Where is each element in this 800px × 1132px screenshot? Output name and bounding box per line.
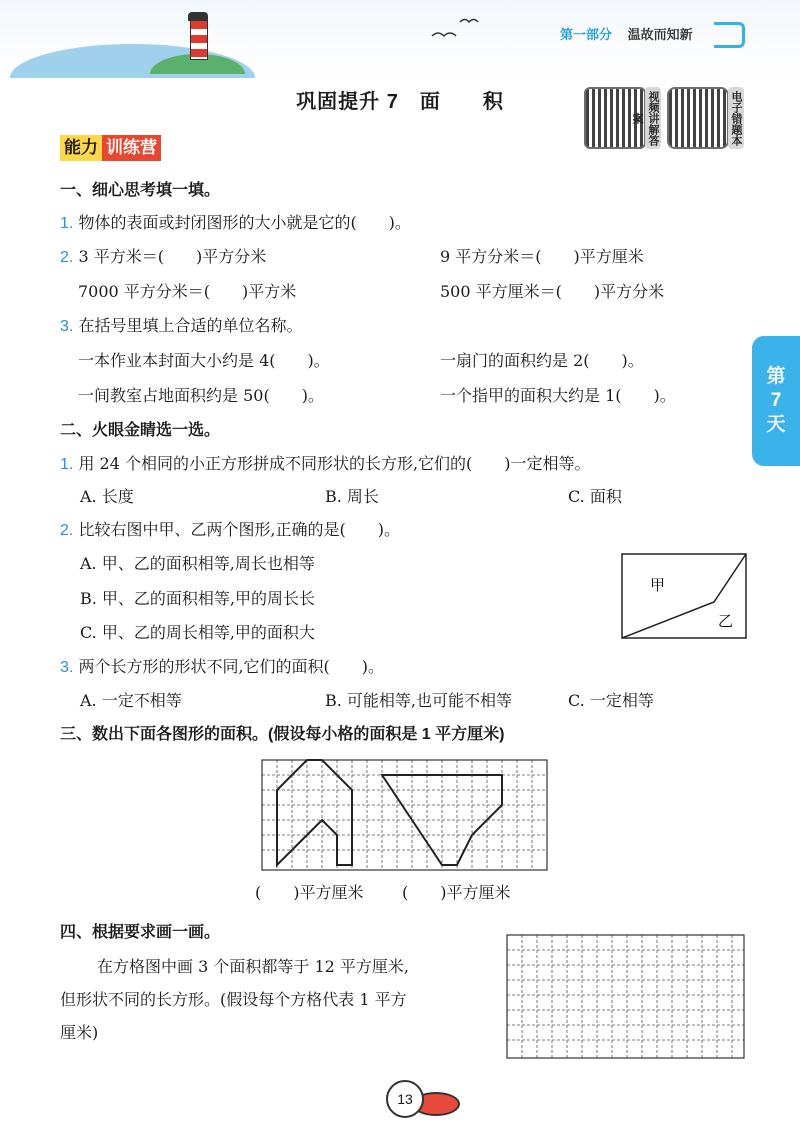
s2-q1-option-b: B. 周长 [325,487,379,506]
page-number: 13 [386,1080,424,1118]
s2-q2-num: 2. [60,522,74,539]
grid-border [262,760,547,870]
badge-part1: 能力 [60,135,102,161]
s2-q1-text: 用 24 个相同的小正方形拼成不同形状的长方形,它们的( )一定相等。 [78,454,591,473]
s2-q2-option-a: A. 甲、乙的面积相等,周长也相等 [80,554,315,573]
s2-q3 [60,656,384,679]
drawing-grid-lines [507,935,744,1058]
grid-dashed-lines [262,760,547,870]
s1-q3-text: 在括号里填上合适的单位名称。 [78,316,303,335]
s1-q3-b: 一扇门的面积约是 2( )。 [440,351,644,370]
ability-camp-badge [60,135,161,161]
s2-q1-option-a: A. 长度 [80,487,134,506]
day-side-tab [752,336,800,466]
s3-answer-1: ( )平方厘米 [255,883,364,902]
lighthouse-tower [190,20,208,60]
s1-q3-num: 3. [60,318,74,335]
page-title: 巩固提升 7 面 积 [296,91,504,113]
s2-q2-text: 比较右图中甲、乙两个图形,正确的是( )。 [78,520,401,539]
s2-q3-num: 3. [60,659,74,676]
s2-q2-option-b: B. 甲、乙的面积相等,甲的周长长 [80,589,316,608]
s1-q3-c: 一间教室占地面积约是 50( )。 [78,386,324,405]
s1-q3-d: 一个指甲的面积大约是 1( )。 [440,386,676,405]
drawing-grid[interactable] [505,933,747,1061]
s1-q3-a: 一本作业本封面大小约是 4( )。 [78,351,330,370]
section4-heading: 四、根据要求画一画。 [60,924,221,941]
jia-yi-figure [618,550,752,642]
s2-q1 [60,453,591,476]
header-section-label [560,24,693,43]
section3-heading: 三、数出下面各图形的面积。(假设每小格的面积是 1 平方厘米) [60,726,505,743]
shape-1-outline [277,760,352,865]
section1-heading: 一、细心思考填一填。 [60,182,221,199]
s1-q2-row1 [60,246,266,269]
s2-q2-option-c: C. 甲、乙的周长相等,甲的面积大 [80,623,315,642]
s1-q2-c: 7000 平方分米＝( )平方米 [78,282,297,301]
video-qr-label: 视频讲解答案 [645,87,661,149]
brand-logo-icon [714,22,745,48]
s2-q3-option-b: B. 可能相等,也可能不相等 [325,691,513,710]
s1-q2-a: 3 平方米＝( )平方分米 [78,247,267,266]
s1-q1-num: 1. [60,215,74,232]
header-subtitle: 温故而知新 [627,27,693,42]
error-book-qr-label: 电子错题本 [728,87,744,149]
s4-line2: 但形状不同的长方形。(假设每个方格代表 1 平方 [60,990,407,1009]
s2-q3-option-a: A. 一定不相等 [80,691,182,710]
s1-q1 [60,212,411,235]
s1-q2-b: 9 平方分米＝( )平方厘米 [440,247,644,266]
s2-q1-num: 1. [60,456,74,473]
drawing-grid-border [507,935,744,1058]
s1-q2-num: 2. [60,249,74,266]
s3-answer-2: ( )平方厘米 [402,883,511,902]
figure-label-jia: 甲 [650,576,666,594]
s4-line3: 厘米) [60,1023,99,1042]
s4-line1: 在方格图中画 3 个面积都等于 12 平方厘米, [97,957,409,976]
seagull-icon [430,14,480,44]
section2-heading: 二、火眼金睛选一选。 [60,422,221,439]
day-tab-line2: 7 [770,390,782,411]
figure-label-yi: 乙 [718,612,734,630]
badge-part2: 训练营 [102,135,161,161]
area-count-grid [260,758,550,874]
error-book-qr-code[interactable] [667,87,729,149]
s1-q2-d: 500 平方厘米＝( )平方分米 [440,282,665,301]
s2-q1-option-c: C. 面积 [568,487,622,506]
s1-q3 [60,315,302,338]
header-part: 第一部分 [560,27,613,42]
s2-q3-option-c: C. 一定相等 [568,691,654,710]
day-tab-line3: 天 [766,414,786,435]
s2-q3-text: 两个长方形的形状不同,它们的面积( )。 [78,657,385,676]
day-tab-line1: 第 [766,366,786,387]
s2-q2 [60,519,400,542]
s1-q1-text: 物体的表面或封闭图形的大小就是它的( )。 [78,213,411,232]
